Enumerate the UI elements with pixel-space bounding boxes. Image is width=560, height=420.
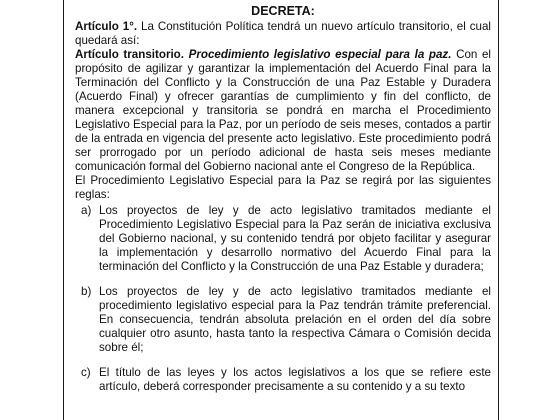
rule-item xyxy=(75,204,491,274)
rules-intro: El Procedimiento Legislativo Especial para la Paz se regirá por las siguientes reglas: xyxy=(75,174,491,201)
article-1-label: Artículo 1°. xyxy=(75,20,138,33)
article-1-text: La Constitución Política tendrá un nuevo artículo transitorio, el cual quedará así: xyxy=(75,20,491,47)
decree-heading: DECRETA: xyxy=(251,4,315,18)
rule-marker: b) xyxy=(81,285,92,298)
document-body xyxy=(75,4,491,405)
transitory-article-label: Artículo transitorio. xyxy=(75,48,184,61)
rule-item xyxy=(75,366,491,394)
rule-text: El título de las leyes y los actos legislativos a los que se refiere este artículo, deberá corresponder precisamente a su contenido y a su texto xyxy=(99,366,491,393)
rules-list xyxy=(75,204,491,394)
transitory-article-title: Procedimiento legislativo especial para la paz. xyxy=(188,48,452,61)
left-margin-line xyxy=(63,0,64,420)
transitory-article-paragraph xyxy=(75,48,491,174)
rule-marker: c) xyxy=(81,366,91,379)
right-margin-line xyxy=(498,0,499,420)
article-1-paragraph xyxy=(75,20,491,48)
rule-text: Los proyectos de ley y de acto legislativo tramitados mediante el Procedimiento Legislativo Especial para la Paz serán de iniciativa exclusiva del Gobierno nacional, y su contenido tendrá por objeto facilitar y asegurar la implementación y desarrollo normativo del Acuerdo Final para la terminación del Conflicto y la Construcción de una Paz Estable y duradera; xyxy=(99,204,491,273)
rule-item xyxy=(75,285,491,355)
rule-text: Los proyectos de ley y de acto legislativo tramitados mediante el procedimiento legislativo especial para la Paz tendrán trámite preferencial. En consecuencia, tendrán absoluta prelación en el orden del día sobre cualquier otro asunto, hasta tanto la respectiva Cámara o Comisión decida sobre él; xyxy=(99,285,491,354)
transitory-article-text: Con el propósito de agilizar y garantizar la implementación del Acuerdo Final para la Terminación del Conflicto y la Construcción de una Paz Estable y Duradera (Acuerdo Final) y ofrecer garantías de cumplimiento y fin del conflicto, de manera excepcional y transitoria se pondrá en marcha el Procedimiento Legislativo Especial para la Paz, por un período de seis meses, contados a partir de la entrada en vigencia del presente acto legislativo. Este procedimiento podrá ser prorrogado por un período adicional de hasta seis meses mediante comunicación formal del Gobierno nacional ante el Congreso de la República. xyxy=(75,48,491,173)
rule-marker: a) xyxy=(81,204,92,217)
